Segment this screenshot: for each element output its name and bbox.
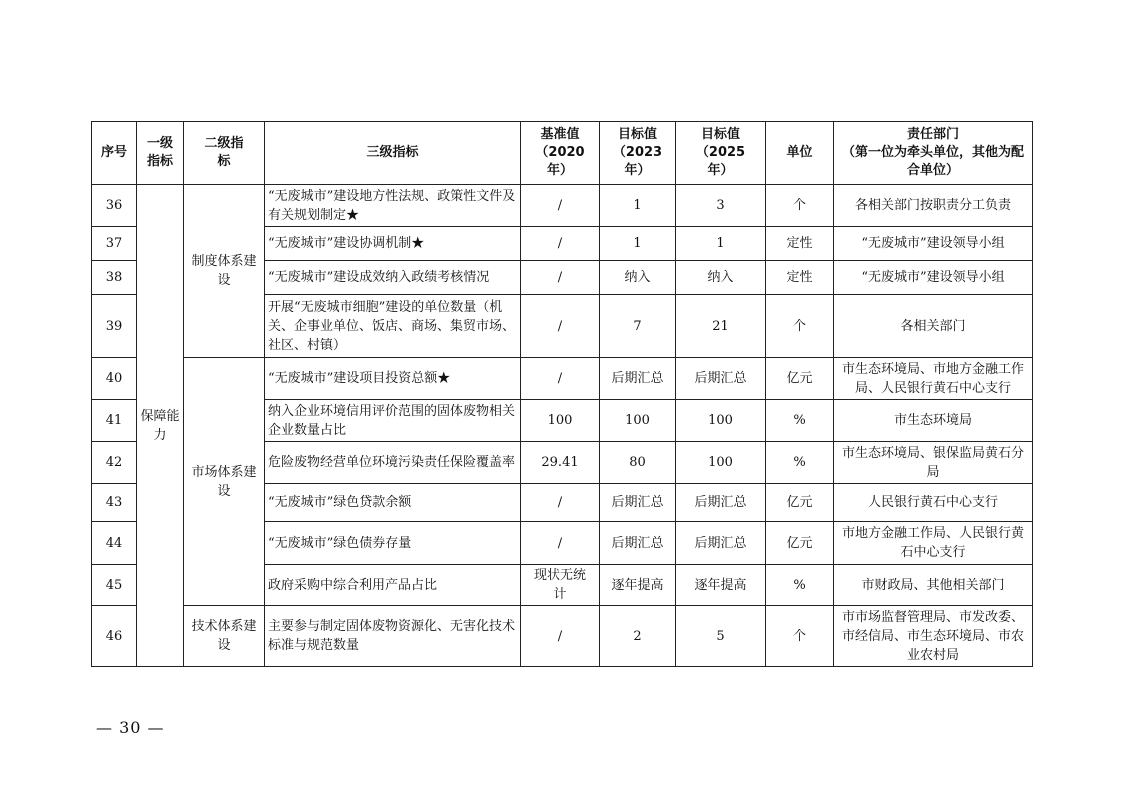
table-row: [92, 358, 1033, 400]
row-target-2025: 逐年提高: [676, 565, 766, 606]
row-no: 39: [92, 295, 137, 358]
header-level3: 三级指标: [265, 122, 521, 185]
row-unit: 个: [766, 606, 834, 667]
header-seq: 序号: [92, 122, 137, 185]
row-target-2025: 纳入: [676, 261, 766, 295]
row-baseline: /: [521, 295, 600, 358]
row-dept: 市地方金融工作局、人民银行黄石中心支行: [834, 522, 1033, 565]
row-indicator: “无废城市”建设成效纳入政绩考核情况: [265, 261, 521, 295]
row-no: 40: [92, 358, 137, 400]
row-unit: 个: [766, 295, 834, 358]
row-baseline: /: [521, 227, 600, 261]
row-target-2023: 7: [600, 295, 676, 358]
header-unit: 单位: [766, 122, 834, 185]
row-dept: 各相关部门按职责分工负责: [834, 185, 1033, 227]
row-no: 46: [92, 606, 137, 667]
row-target-2025: 21: [676, 295, 766, 358]
header-target-2025: 目标值（2025 年）: [676, 122, 766, 185]
row-unit: 定性: [766, 227, 834, 261]
row-unit: 个: [766, 185, 834, 227]
row-indicator: 纳入企业环境信用评价范围的固体废物相关企业数量占比: [265, 400, 521, 442]
row-indicator: 政府采购中综合利用产品占比: [265, 565, 521, 606]
row-dept: 人民银行黄石中心支行: [834, 484, 1033, 522]
row-dept: 各相关部门: [834, 295, 1033, 358]
level1-cell: 保障能力: [137, 185, 184, 667]
group-market: 市场体系建设: [184, 358, 265, 606]
row-unit: 亿元: [766, 484, 834, 522]
row-unit: %: [766, 565, 834, 606]
row-baseline: 100: [521, 400, 600, 442]
row-no: 43: [92, 484, 137, 522]
row-baseline: /: [521, 484, 600, 522]
row-no: 42: [92, 442, 137, 484]
row-no: 41: [92, 400, 137, 442]
header-level2: 二级指标: [184, 122, 265, 185]
row-target-2023: 80: [600, 442, 676, 484]
row-target-2023: 逐年提高: [600, 565, 676, 606]
row-target-2025: 100: [676, 442, 766, 484]
row-unit: 亿元: [766, 358, 834, 400]
row-target-2023: 后期汇总: [600, 522, 676, 565]
row-target-2025: 100: [676, 400, 766, 442]
row-indicator: 开展“无废城市细胞”建设的单位数量（机关、企事业单位、饭店、商场、集贸市场、社区、村镇）: [265, 295, 521, 358]
row-baseline: 现状无统计: [521, 565, 600, 606]
row-no: 38: [92, 261, 137, 295]
row-dept: 市市场监督管理局、市发改委、市经信局、市生态环境局、市农业农村局: [834, 606, 1033, 667]
group-institutional: 制度体系建设: [184, 185, 265, 358]
row-indicator: “无废城市”建设项目投资总额★: [265, 358, 521, 400]
row-indicator: “无废城市”建设地方性法规、政策性文件及有关规划制定★: [265, 185, 521, 227]
header-dept-note: （第一位为牵头单位，其他为配合单位）: [841, 145, 1024, 178]
row-unit: 亿元: [766, 522, 834, 565]
table-header-row: [92, 122, 1033, 185]
row-no: 45: [92, 565, 137, 606]
indicator-table: [91, 121, 1033, 667]
row-target-2023: 100: [600, 400, 676, 442]
row-dept: 市生态环境局、市地方金融工作局、人民银行黄石中心支行: [834, 358, 1033, 400]
row-target-2025: 1: [676, 227, 766, 261]
row-baseline: /: [521, 185, 600, 227]
row-no: 44: [92, 522, 137, 565]
row-target-2025: 后期汇总: [676, 484, 766, 522]
row-no: 37: [92, 227, 137, 261]
table-row: [92, 606, 1033, 667]
group-technical: 技术体系建设: [184, 606, 265, 667]
row-baseline: /: [521, 606, 600, 667]
row-dept: “无废城市”建设领导小组: [834, 227, 1033, 261]
row-indicator: “无废城市”建设协调机制★: [265, 227, 521, 261]
row-indicator: “无废城市”绿色债券存量: [265, 522, 521, 565]
header-level1: 一级指标: [137, 122, 184, 185]
page-number: — 30 —: [96, 718, 165, 737]
row-target-2023: 2: [600, 606, 676, 667]
header-dept: [834, 122, 1033, 185]
row-unit: %: [766, 442, 834, 484]
row-dept: “无废城市”建设领导小组: [834, 261, 1033, 295]
row-dept: 市财政局、其他相关部门: [834, 565, 1033, 606]
row-target-2023: 纳入: [600, 261, 676, 295]
row-target-2025: 3: [676, 185, 766, 227]
row-dept: 市生态环境局: [834, 400, 1033, 442]
row-target-2023: 1: [600, 227, 676, 261]
row-indicator: 主要参与制定固体废物资源化、无害化技术标准与规范数量: [265, 606, 521, 667]
row-baseline: /: [521, 358, 600, 400]
header-target-2023: 目标值（2023 年）: [600, 122, 676, 185]
header-dept-title: 责任部门: [906, 127, 959, 142]
row-indicator: 危险废物经营单位环境污染责任保险覆盖率: [265, 442, 521, 484]
row-baseline: /: [521, 261, 600, 295]
row-dept: 市生态环境局、银保监局黄石分局: [834, 442, 1033, 484]
row-unit: %: [766, 400, 834, 442]
row-target-2025: 后期汇总: [676, 522, 766, 565]
row-no: 36: [92, 185, 137, 227]
row-baseline: /: [521, 522, 600, 565]
row-target-2023: 1: [600, 185, 676, 227]
row-indicator: “无废城市”绿色贷款余额: [265, 484, 521, 522]
row-target-2023: 后期汇总: [600, 484, 676, 522]
row-baseline: 29.41: [521, 442, 600, 484]
table-row: [92, 185, 1033, 227]
row-target-2025: 5: [676, 606, 766, 667]
row-target-2023: 后期汇总: [600, 358, 676, 400]
header-baseline: 基准值（2020 年）: [521, 122, 600, 185]
row-target-2025: 后期汇总: [676, 358, 766, 400]
row-unit: 定性: [766, 261, 834, 295]
